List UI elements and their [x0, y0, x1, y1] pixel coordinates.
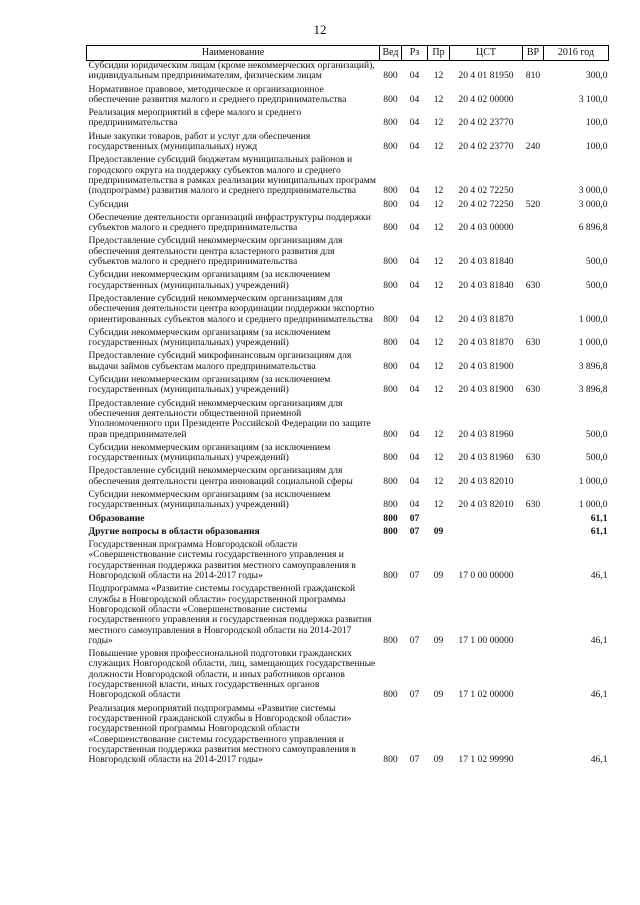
row-name: Субсидии некоммерческим организациям (за исключением государственных (муниципальных) учреждений) [88, 441, 331, 464]
table-header-row [87, 46, 609, 61]
row-ved: 800 [383, 499, 398, 511]
row-pr: 12 [433, 499, 444, 511]
row-name: Субсидии [88, 198, 129, 210]
row-pr: 09 [433, 754, 444, 766]
header-cst: ЦСТ [450, 46, 523, 61]
row-amount: 46,1 [590, 754, 608, 766]
row-name: Подпрограмма «Развитие системы государственной гражданской службы в Новгородской области» государственной программы Новгородской области «Совершенствование системы государственного управления и государственная поддержка развития местного самоуправления в Новгородской области на 2014-2017 годы» [88, 583, 372, 646]
row-ved: 800 [383, 337, 398, 349]
row-ved: 800 [383, 525, 398, 537]
budget-table [86, 45, 609, 768]
row-vr [523, 514, 544, 527]
row-vr [523, 527, 544, 540]
table-row [87, 328, 609, 352]
row-name: Образование [88, 512, 145, 524]
table-row [87, 200, 609, 213]
table-row [87, 540, 609, 584]
row-rz: 07 [409, 525, 420, 537]
row-cst: 20 4 03 81960 [458, 428, 514, 440]
row-pr: 12 [433, 360, 444, 372]
row-rz: 07 [409, 689, 420, 701]
row-rz: 07 [409, 754, 420, 766]
row-rz: 07 [409, 512, 420, 524]
row-rz: 07 [409, 570, 420, 582]
row-cst: 20 4 03 81870 [458, 313, 514, 325]
row-vr [523, 399, 544, 443]
row-name: Повышение уровня профессиональной подготовки гражданских служащих Новгородской области, лиц, замещающих государственные должности Новгородской области, и иных работников органов государственной власти, иных государственных органов Новгородской области [88, 648, 376, 701]
row-vr: 240 [525, 141, 541, 153]
table-row [87, 375, 609, 399]
row-vr: 630 [525, 337, 541, 349]
table-row [87, 213, 609, 237]
row-name: Предоставление субсидий бюджетам муниципальных районов и городского округа на поддержку субъектов малого и среднего предпринимательства в рамках реализации муниципальных программ (подпрограмм) развития малого и среднего предпринимательства [88, 154, 376, 197]
row-vr [523, 584, 544, 649]
row-ved: 800 [383, 512, 398, 524]
row-vr [523, 466, 544, 490]
row-name: Предоставление субсидий некоммерческим организациям для обеспечения деятельности центра кластерного развития для субъектов малого и среднего предпринимательства [88, 235, 343, 268]
row-cst [450, 527, 523, 540]
table-row [87, 466, 609, 490]
row-pr: 12 [433, 117, 444, 129]
row-name: Субсидии некоммерческим организациям (за исключением государственных (муниципальных) учреждений) [88, 488, 331, 511]
row-ved: 800 [383, 384, 398, 396]
row-cst: 20 4 03 81960 [458, 452, 514, 464]
row-vr: 630 [525, 499, 541, 511]
row-cst: 20 4 02 72250 [458, 185, 514, 197]
row-amount: 3 896,8 [578, 360, 608, 372]
row-cst: 20 4 03 81840 [458, 279, 514, 291]
row-amount: 3 000,0 [578, 185, 608, 197]
table-row [87, 514, 609, 527]
row-vr [523, 213, 544, 237]
row-rz: 04 [409, 337, 420, 349]
table-row [87, 584, 609, 649]
table-row [87, 527, 609, 540]
row-amount: 100,0 [585, 117, 608, 129]
row-ved: 800 [383, 570, 398, 582]
row-rz: 04 [409, 499, 420, 511]
row-ved: 800 [383, 70, 398, 82]
row-name: Субсидии некоммерческим организациям (за исключением государственных (муниципальных) учреждений) [88, 374, 331, 396]
table-row [87, 351, 609, 375]
row-rz: 04 [409, 452, 420, 464]
row-rz: 04 [409, 93, 420, 105]
row-amount: 1 000,0 [578, 499, 608, 511]
row-rz: 04 [409, 279, 420, 291]
header-year: 2016 год [544, 46, 609, 61]
header-vr: ВР [523, 46, 544, 61]
row-amount: 46,1 [590, 634, 608, 646]
row-pr: 12 [433, 141, 444, 153]
row-cst: 20 4 03 81840 [458, 256, 514, 268]
row-pr [428, 514, 450, 527]
row-cst: 20 4 01 81950 [458, 70, 514, 82]
row-amount: 3 000,0 [578, 198, 608, 210]
row-cst: 17 1 00 00000 [458, 634, 514, 646]
table-row [87, 236, 609, 270]
row-pr: 09 [433, 689, 444, 701]
row-ved: 800 [383, 754, 398, 766]
row-amount: 46,1 [590, 570, 608, 582]
row-ved: 800 [383, 222, 398, 234]
row-rz: 04 [409, 475, 420, 487]
table-row [87, 399, 609, 443]
row-pr: 12 [433, 70, 444, 82]
row-rz: 04 [409, 313, 420, 325]
row-amount: 1 000,0 [578, 337, 608, 349]
row-cst: 20 4 03 82010 [458, 499, 514, 511]
row-cst [450, 514, 523, 527]
row-name: Другие вопросы в области образования [88, 525, 260, 537]
row-cst: 17 0 00 00000 [458, 570, 514, 582]
row-ved: 800 [383, 452, 398, 464]
row-vr: 630 [525, 384, 541, 396]
table-row [87, 85, 609, 109]
header-name: Наименование [87, 46, 380, 61]
row-cst: 20 4 02 23770 [458, 141, 514, 153]
row-vr [523, 236, 544, 270]
row-amount: 500,0 [585, 256, 608, 268]
row-rz: 04 [409, 117, 420, 129]
row-cst: 20 4 03 81870 [458, 337, 514, 349]
row-amount: 500,0 [585, 279, 608, 291]
row-pr: 09 [433, 634, 444, 646]
header-rz: Рз [402, 46, 428, 61]
row-rz: 04 [409, 360, 420, 372]
row-amount: 61,1 [590, 512, 608, 524]
row-ved: 800 [383, 313, 398, 325]
row-ved: 800 [383, 141, 398, 153]
row-name: Обеспечение деятельности организаций инфраструктуры поддержки субъектов малого и среднего предпринимательства [88, 211, 371, 234]
table-row [87, 443, 609, 467]
row-vr [523, 155, 544, 199]
row-amount: 61,1 [590, 525, 608, 537]
row-ved: 800 [383, 279, 398, 291]
row-rz: 04 [409, 428, 420, 440]
row-ved: 800 [383, 634, 398, 646]
row-name: Субсидии некоммерческим организациям (за исключением государственных (муниципальных) учреждений) [88, 269, 331, 291]
row-cst: 20 4 02 72250 [458, 198, 514, 210]
row-pr: 12 [433, 428, 444, 440]
row-pr: 12 [433, 185, 444, 197]
row-amount: 500,0 [585, 452, 608, 464]
row-name: Иные закупки товаров, работ и услуг для обеспечения государственных (муниципальных) нужд [88, 130, 311, 153]
row-pr: 12 [433, 222, 444, 234]
row-ved: 800 [383, 256, 398, 268]
row-pr: 12 [433, 256, 444, 268]
row-amount: 1 000,0 [578, 475, 608, 487]
row-vr: 520 [525, 198, 541, 210]
row-name: Реализация мероприятий подпрограммы «Развитие системы государственной гражданской службы в Новгородской области» государственной программы Новгородской области «Совершенствование системы государственного управления и государственная поддержка развития местного самоуправления в Новгородской области на 2014-2017 годы» [88, 702, 356, 766]
row-name: Предоставление субсидий некоммерческим организациям для обеспечения деятельности центра инноваций социальной сферы [88, 465, 353, 487]
row-cst: 17 1 02 99990 [458, 754, 514, 766]
row-amount: 100,0 [585, 141, 608, 153]
row-cst: 20 4 03 82010 [458, 475, 514, 487]
row-rz: 07 [409, 634, 420, 646]
row-vr [523, 704, 544, 769]
header-ved: Вед [380, 46, 402, 61]
table-row [87, 704, 609, 769]
row-rz: 04 [409, 222, 420, 234]
row-vr [523, 294, 544, 328]
row-pr: 12 [433, 452, 444, 464]
header-pr: Пр [428, 46, 450, 61]
row-name: Нормативное правовое, методическое и организационное обеспечение развития малого и среднего предпринимательства [88, 83, 347, 105]
row-name: Предоставление субсидий некоммерческим организациям для обеспечения деятельности центра координации поддержки экспортно ориентированных субъектов малого и среднего предпринимательства [88, 292, 375, 325]
row-name: Предоставление субсидий микрофинансовым организациям для выдачи займов субъектам малого предпринимательства [88, 350, 352, 372]
table-row [87, 490, 609, 514]
row-rz: 04 [409, 256, 420, 268]
row-pr: 09 [433, 570, 444, 582]
row-pr: 09 [433, 525, 444, 537]
row-amount: 500,0 [585, 428, 608, 440]
table-row [87, 132, 609, 156]
row-name: Предоставление субсидий некоммерческим организациям для обеспечения деятельности общественной приемной Уполномоченного при Президенте Российской Федерации по защите прав предпринимателей [88, 397, 371, 440]
row-pr: 12 [433, 337, 444, 349]
row-cst: 20 4 02 23770 [458, 117, 514, 129]
row-pr: 12 [433, 279, 444, 291]
table-row [87, 61, 609, 85]
row-cst: 20 4 03 81900 [458, 384, 514, 396]
row-vr: 630 [525, 452, 541, 464]
row-vr [523, 649, 544, 703]
row-amount: 300,0 [585, 70, 608, 82]
row-name: Государственная программа Новгородской области «Совершенствование системы государственного управления и государственная поддержка развития местного самоуправления в Новгородской области на 2014-2017 годы» [88, 539, 356, 582]
row-cst: 17 1 02 00000 [458, 689, 514, 701]
row-ved: 800 [383, 360, 398, 372]
row-pr: 12 [433, 384, 444, 396]
page-number: 12 [313, 22, 327, 37]
row-vr [523, 85, 544, 109]
row-rz: 04 [409, 185, 420, 197]
table-row [87, 649, 609, 703]
row-rz: 04 [409, 70, 420, 82]
row-amount: 3 100,0 [578, 93, 608, 105]
row-cst: 20 4 03 81900 [458, 360, 514, 372]
row-ved: 800 [383, 428, 398, 440]
row-amount: 6 896,8 [578, 222, 608, 234]
row-cst: 20 4 02 00000 [458, 93, 514, 105]
row-name: Субсидии некоммерческим организациям (за исключением государственных (муниципальных) учреждений) [88, 326, 331, 349]
table-row [87, 155, 609, 199]
row-name: Субсидии юридическим лицам (кроме некоммерческих организаций), индивидуальным предпринимателям, физическим лицам [88, 60, 375, 82]
row-vr [523, 351, 544, 375]
row-vr [523, 540, 544, 584]
row-ved: 800 [383, 185, 398, 197]
row-amount: 1 000,0 [578, 313, 608, 325]
row-vr: 630 [525, 279, 541, 291]
row-rz: 04 [409, 141, 420, 153]
row-cst: 20 4 03 00000 [458, 222, 514, 234]
row-rz: 04 [409, 384, 420, 396]
row-amount: 3 896,8 [578, 384, 608, 396]
row-rz: 04 [409, 198, 420, 210]
row-pr: 12 [433, 475, 444, 487]
row-pr: 12 [433, 93, 444, 105]
row-ved: 800 [383, 93, 398, 105]
row-pr: 12 [433, 313, 444, 325]
row-ved: 800 [383, 475, 398, 487]
row-ved: 800 [383, 198, 398, 210]
row-ved: 800 [383, 689, 398, 701]
row-pr: 12 [433, 198, 444, 210]
table-row [87, 108, 609, 132]
table-row [87, 294, 609, 328]
row-vr [523, 108, 544, 132]
row-name: Реализация мероприятий в сфере малого и среднего предпринимательства [88, 107, 302, 129]
row-vr: 810 [525, 70, 541, 82]
table-row [87, 270, 609, 294]
row-ved: 800 [383, 117, 398, 129]
row-amount: 46,1 [590, 689, 608, 701]
